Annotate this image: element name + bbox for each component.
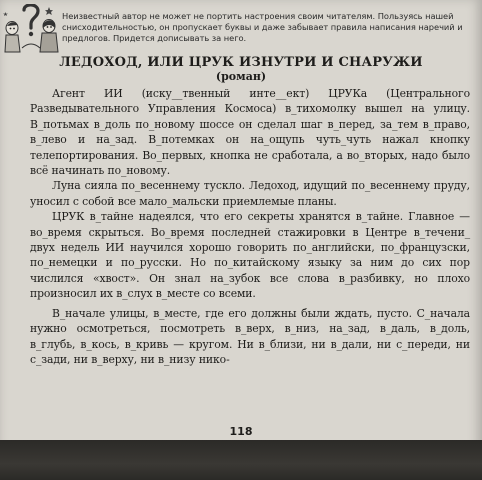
paragraph-4: В_начале улицы, в_месте, где его должны были ждать, пусто. С_начала нужно осмотреться, посмотреть в_верх, в_низ, на_зад, в_даль, в_доль, в_глубь, в_кось, в_кривь — кругом. Ни в_близи, ни в_дали, ни с_переди, ни с_зади, ни в_верху, ни в_низу нико- bbox=[30, 306, 470, 366]
paragraph-2: Луна сияла по_весеннему тускло. Ледоход, идущий по_весеннему пруду, уносил с собой все мало_мальски приемлемые планы. bbox=[30, 179, 470, 208]
children-question-mark-illustration bbox=[2, 4, 60, 54]
author-note: Неизвестный автор не может не портить настроения своим читателям. Пользуясь нашей снисходительностью, он пропускает буквы и даже забывает правила написания наречий и предлогов. Придется дописывать за него. bbox=[62, 11, 463, 43]
story-title: ЛЕДОХОД, ИЛИ ЦРУК ИЗНУТРИ И СНАРУЖИ bbox=[59, 55, 423, 70]
table-background bbox=[0, 440, 482, 480]
page-header bbox=[0, 0, 482, 54]
paragraph-3: ЦРУК в_тайне надеялся, что его секреты хранятся в_тайне. Главное — во_время скрыться. Во_время последней стажировки в Центре в_течени_ двух недель ИИ научился хорошо говорить по_английски, по_французски, по_немецки и по_русски. Но по_китайскому языку за ним до сих пор числился «хвост». Он знал на_зубок все слова в_разбивку, но плохо произносил их в_слух в_месте со всеми. bbox=[30, 210, 470, 301]
story-body bbox=[30, 86, 470, 367]
story-subtitle: (роман) bbox=[215, 70, 267, 83]
paragraph-1: Агент ИИ (иску__твенный инте__ект) ЦРУКа (Центрального Разведывательного Управления Космоса) в_тихомолку вышел на улицу. В_потьмах в_доль по_новому шоссе он сделал шаг в_перед, за_тем в_право, в_лево и на_зад. В_потемках он на_ощупь чуть_чуть нажал кнопку телепортирования. Во_первых, кнопка не сработала, а во_вторых, надо было всё начинать по_новому. bbox=[30, 87, 470, 178]
page-number: 118 bbox=[229, 425, 253, 438]
